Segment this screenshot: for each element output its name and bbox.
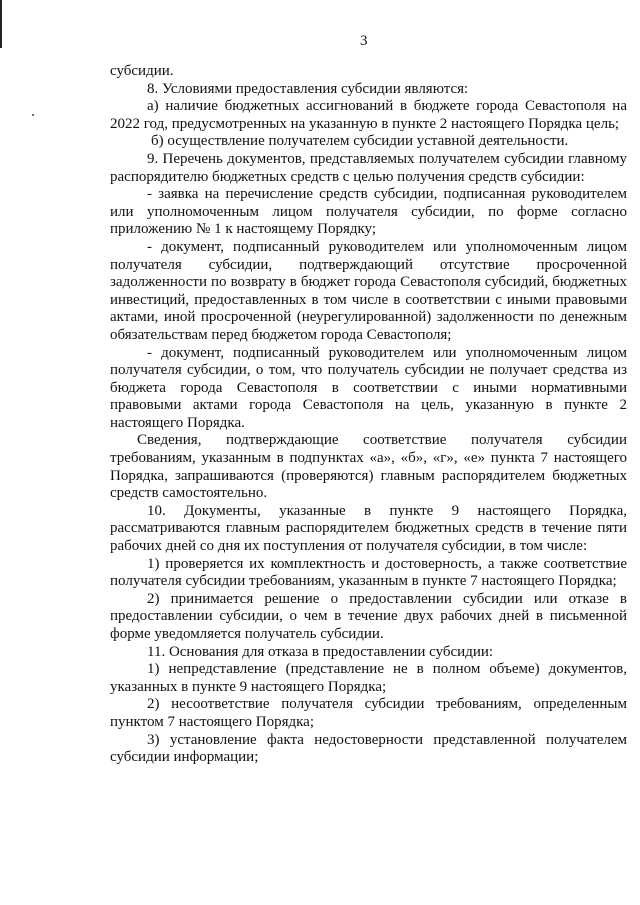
paragraph: 3) установление факта недостоверности представленной получателем субсидии информации; bbox=[110, 731, 627, 766]
paragraph: Сведения, подтверждающие соответствие получателя субсидии требованиям, указанным в подпунктах «а», «б», «г», «е» пункта 7 настоящего Порядка, запрашиваются (проверяются) главным распорядителем бюджетных средств самостоятельно. bbox=[110, 432, 627, 502]
paragraph: - заявка на перечисление средств субсидии, подписанная руководителем или уполномоченным лицом получателя субсидии, по форме согласно приложению № 1 к настоящему Порядку; bbox=[110, 186, 627, 238]
paragraph: - документ, подписанный руководителем или уполномоченным лицом получателя субсидии, о том, что получатель субсидии не получает средства из бюджета города Севастополя в соответствии с иными нормативными правовыми актами города Севастополя на цель, указанную в пункте 2 настоящего Порядка. bbox=[110, 344, 627, 431]
paragraph: 10. Документы, указанные в пункте 9 настоящего Порядка, рассматриваются главным распорядителем бюджетных средств в течение пяти рабочих дней со дня их поступления от получателя субсидии, в том числе: bbox=[110, 502, 627, 555]
document-body bbox=[110, 63, 627, 767]
paragraph: 9. Перечень документов, представляемых получателем субсидии главному распорядителю бюджетных средств с целью получения средств субсидии: bbox=[110, 150, 627, 185]
paragraph: 2) несоответствие получателя субсидии требованиям, определенным пунктом 7 настоящего Порядка; bbox=[110, 696, 627, 730]
paragraph: 8. Условиями предоставления субсидии являются: bbox=[147, 80, 469, 97]
scan-edge-mark bbox=[0, 0, 2, 48]
scan-speck bbox=[32, 114, 34, 116]
page-number: 3 bbox=[360, 33, 368, 49]
paragraph: субсидии. bbox=[110, 63, 174, 79]
paragraph: 1) проверяется их комплектность и достоверность, а также соответствие получателя субсидии требованиям, указанным в пункте 7 настоящего Порядка; bbox=[110, 555, 627, 590]
paragraph: 1) непредставление (представление не в полном объеме) документов, указанных в пункте 9 настоящего Порядка; bbox=[110, 661, 627, 695]
paragraph: - документ, подписанный руководителем или уполномоченным лицом получателя субсидии, подтверждающий отсутствие просроченной задолженности по возврату в бюджет города Севастополя субсидий, бюджетных инвестиций, предоставленных в том числе в соответствии с иными правовыми актами, иной просроченной (неурегулированной) задолженности по денежным обязательствам перед бюджетом города Севастополя; bbox=[110, 238, 627, 343]
paragraph: б) осуществление получателем субсидии уставной деятельности. bbox=[151, 133, 569, 150]
paragraph: 11. Основания для отказа в предоставлении субсидии: bbox=[147, 643, 494, 660]
paragraph: а) наличие бюджетных ассигнований в бюджете города Севастополя на 2022 год, предусмотренных на указанную в пункте 2 настоящего Порядка цель; bbox=[110, 98, 627, 132]
paragraph: 2) принимается решение о предоставлении субсидии или отказе в предоставлении субсидии, о чем в течение двух рабочих дней в письменной форме уведомляется получатель субсидии. bbox=[110, 590, 627, 642]
